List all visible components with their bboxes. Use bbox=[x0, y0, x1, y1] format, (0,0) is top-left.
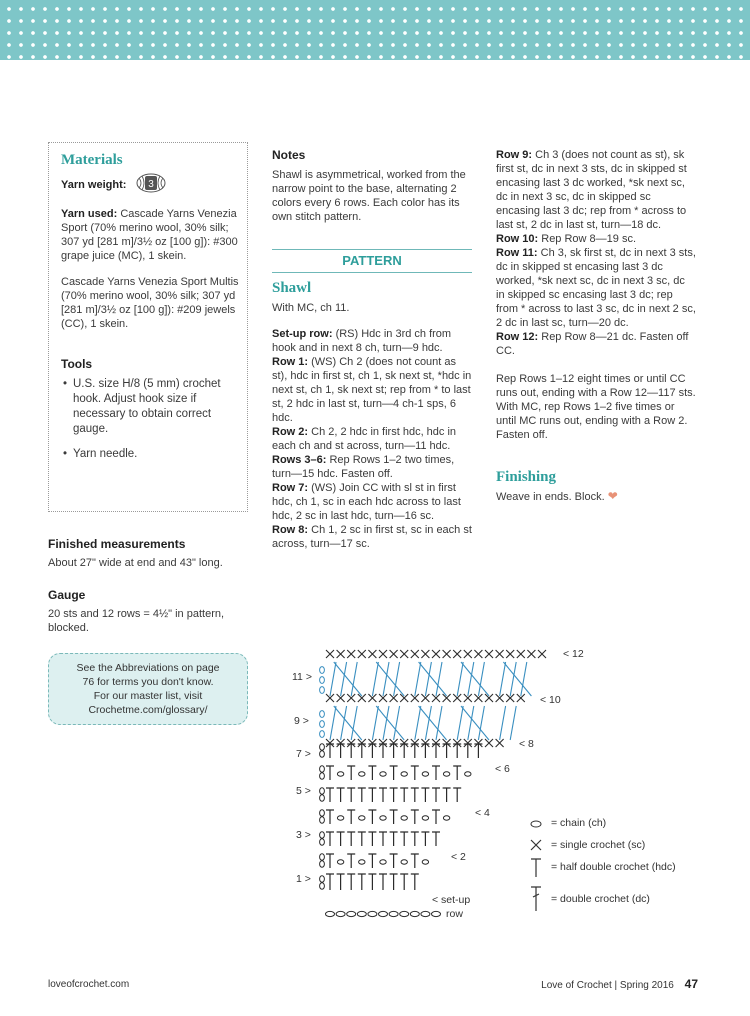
stitch-diagram bbox=[280, 640, 720, 925]
chain-stitch bbox=[379, 911, 388, 916]
chain-stitch bbox=[443, 816, 449, 820]
hdc-stitch bbox=[379, 832, 387, 846]
chain-stitch bbox=[320, 788, 325, 794]
dc-stitch bbox=[503, 662, 531, 696]
shawl-title: Shawl bbox=[272, 280, 312, 296]
tools-title: Tools bbox=[61, 357, 93, 371]
hdc-stitch bbox=[347, 810, 355, 824]
chain-stitch bbox=[443, 772, 449, 776]
row-label-left: 9 > bbox=[294, 715, 309, 727]
hdc-stitch bbox=[326, 788, 334, 802]
sc-stitch bbox=[517, 650, 525, 658]
chain-stitch bbox=[320, 687, 325, 694]
chain-stitch bbox=[422, 860, 428, 864]
row-instruction: Row 11: Ch 3, sk first st, dc in next 3 sts, dc in skipped st encasing last 3 dc worked, *sk next sc, dc in next 3 sc, dc in skipped sc encasing last 3 dc; rep from * across to last 3 sc, dc in next 2 sc, 2 dc in last sc, turn—20 dc. bbox=[496, 247, 696, 329]
dc-stitch bbox=[500, 706, 506, 740]
dc-stitch bbox=[425, 662, 431, 696]
row-instruction: Row 8: Ch 1, 2 sc in first st, sc in each st across, turn—17 sc. bbox=[272, 524, 472, 550]
hdc-stitch bbox=[390, 874, 398, 890]
chain-stitch bbox=[380, 772, 386, 776]
chain-stitch bbox=[320, 876, 325, 882]
hdc-stitch bbox=[411, 766, 419, 780]
finished-measurements-text: About 27" wide at end and 43" long. bbox=[48, 557, 223, 569]
sc-stitch bbox=[347, 650, 355, 658]
hdc-stitch bbox=[411, 788, 419, 802]
hdc-stitch bbox=[347, 854, 355, 868]
sc-stitch bbox=[496, 650, 504, 658]
hdc-stitch bbox=[411, 874, 419, 890]
chain-stitch bbox=[410, 911, 419, 916]
sc-stitch bbox=[390, 650, 398, 658]
chain-stitch bbox=[337, 772, 343, 776]
legend-dc: = double crochet (dc) bbox=[551, 893, 650, 905]
hdc-stitch bbox=[347, 788, 355, 802]
dc-stitch bbox=[415, 662, 421, 696]
hdc-stitch bbox=[379, 788, 387, 802]
dc-stitch bbox=[372, 706, 378, 740]
hdc-stitch bbox=[411, 810, 419, 824]
gauge-title: Gauge bbox=[48, 588, 86, 602]
dc-stitch bbox=[383, 662, 389, 696]
sc-stitch bbox=[368, 650, 376, 658]
hdc-stitch bbox=[453, 788, 461, 802]
chain-stitch bbox=[336, 911, 345, 916]
chain-stitch bbox=[320, 795, 325, 801]
materials-title: Materials bbox=[61, 152, 123, 168]
tools-item: • Yarn needle. bbox=[61, 447, 241, 462]
row-instruction: Row 10: Rep Row 8—19 sc. bbox=[496, 233, 637, 245]
legend-chain: = chain (ch) bbox=[551, 817, 607, 829]
chain-stitch bbox=[432, 911, 441, 916]
hdc-stitch bbox=[390, 832, 398, 846]
hdc-stitch bbox=[347, 832, 355, 846]
chain-stitch bbox=[320, 773, 325, 779]
chain-stitch bbox=[401, 860, 407, 864]
sc-stitch bbox=[379, 650, 387, 658]
hdc-stitch bbox=[326, 874, 334, 890]
sc-stitch bbox=[400, 650, 408, 658]
sc-stitch bbox=[443, 650, 451, 658]
hdc-stitch bbox=[368, 874, 376, 890]
row-instruction: Rows 3–6: Rep Rows 1–2 two times, turn—15 hdc. Fasten off. bbox=[272, 454, 455, 480]
chain-stitch bbox=[326, 911, 335, 916]
chain-stitch bbox=[400, 911, 409, 916]
row-label-right: < 4 bbox=[475, 807, 490, 819]
chain-stitch bbox=[380, 860, 386, 864]
abbrev-line: For our master list, visit bbox=[93, 690, 203, 702]
setup-label: < set-up bbox=[432, 894, 471, 906]
chain-stitch bbox=[320, 861, 325, 867]
yarn-used-paragraph bbox=[61, 207, 241, 263]
hdc-stitch bbox=[453, 766, 461, 780]
hdc-stitch bbox=[368, 766, 376, 780]
row-label-right: < 6 bbox=[495, 763, 510, 775]
hdc-stitch bbox=[358, 874, 366, 890]
chain-stitch bbox=[320, 667, 325, 674]
dc-stitch bbox=[372, 662, 378, 696]
chain-stitch bbox=[465, 772, 471, 776]
dc-stitch bbox=[330, 662, 336, 696]
hdc-stitch bbox=[337, 874, 345, 890]
hdc-stitch bbox=[347, 766, 355, 780]
shawl-intro: With MC, ch 11. bbox=[272, 302, 350, 314]
row-label-right: < 12 bbox=[563, 648, 584, 660]
materials-box bbox=[48, 142, 248, 512]
pattern-banner: PATTERN bbox=[272, 249, 472, 273]
chain-stitch bbox=[320, 677, 325, 684]
finishing-text: Weave in ends. Block. ❤ bbox=[496, 489, 618, 503]
row-label-left: 11 > bbox=[292, 671, 312, 683]
notes-title: Notes bbox=[272, 148, 306, 162]
chain-stitch bbox=[359, 772, 365, 776]
setup-label: row bbox=[446, 908, 463, 920]
chain-stitch bbox=[320, 744, 325, 750]
sc-stitch bbox=[496, 739, 504, 747]
chain-stitch bbox=[320, 839, 325, 845]
hdc-stitch bbox=[368, 788, 376, 802]
chain-stitch bbox=[422, 816, 428, 820]
hdc-stitch bbox=[326, 810, 334, 824]
row-label-left: 7 > bbox=[296, 748, 311, 760]
footer-issue-date: | Spring 2016 bbox=[614, 980, 674, 991]
hdc-stitch bbox=[390, 766, 398, 780]
sc-stitch bbox=[527, 650, 535, 658]
legend-sc: = single crochet (sc) bbox=[551, 839, 646, 851]
dc-stitch bbox=[500, 662, 506, 696]
chain-stitch bbox=[368, 911, 377, 916]
sc-stitch bbox=[506, 650, 514, 658]
dc-stitch bbox=[351, 706, 357, 740]
row-label-right: < 10 bbox=[540, 694, 561, 706]
hdc-stitch bbox=[368, 832, 376, 846]
row-instruction: Row 9: Ch 3 (does not count as st), sk first st, dc in next 3 sts, dc in skipped st encasing last 3 dc worked, *sk next sc, dc in next 3 sc, dc in skipped sc encasing last 3 dc; rep from * across to last st, 2 dc in last st, turn—18 dc. bbox=[496, 149, 687, 231]
chain-stitch bbox=[320, 751, 325, 757]
dc-symbol-icon bbox=[528, 885, 544, 913]
yarn-weight-icon bbox=[135, 173, 167, 197]
hdc-stitch bbox=[411, 854, 419, 868]
hdc-stitch bbox=[432, 810, 440, 824]
chain-stitch bbox=[359, 816, 365, 820]
chain-stitch bbox=[320, 810, 325, 816]
row-label-right: < 8 bbox=[519, 738, 534, 750]
dc-stitch bbox=[461, 706, 489, 740]
dc-stitch bbox=[436, 706, 442, 740]
shawl-rows bbox=[272, 327, 472, 551]
hdc-stitch bbox=[400, 874, 408, 890]
dc-stitch bbox=[478, 662, 484, 696]
chain-stitch bbox=[320, 854, 325, 860]
yarn-used-text: Cascade Yarns Venezia Sport (70% merino wool, 30% silk; 307 yd [281 m]/3½ oz [100 g]): #300 grape juice (MC), 1 skein. bbox=[61, 208, 238, 262]
gauge-text: 20 sts and 12 rows = 4½" in pattern, blocked. bbox=[48, 608, 225, 634]
yarn-weight-number: 3 bbox=[148, 179, 155, 190]
chain-stitch bbox=[357, 911, 366, 916]
chain-stitch bbox=[401, 772, 407, 776]
hdc-stitch bbox=[358, 832, 366, 846]
tools-list bbox=[61, 377, 241, 462]
sc-symbol-icon bbox=[528, 838, 544, 852]
dc-stitch bbox=[468, 662, 474, 696]
dc-stitch bbox=[394, 706, 400, 740]
hdc-stitch bbox=[326, 854, 334, 868]
footer-issue bbox=[541, 977, 698, 991]
chain-stitch bbox=[320, 883, 325, 889]
hdc-stitch bbox=[432, 832, 440, 846]
abbrev-line: 76 for terms you don't know. bbox=[82, 676, 214, 688]
hdc-stitch bbox=[443, 788, 451, 802]
dc-stitch bbox=[330, 706, 336, 740]
row-instruction: Row 1: (WS) Ch 2 (does not count as st), hdc in first st, ch 1, sk next st, *hdc in next st, ch 1, sk next st; rep from * to last st, 2 hdc in last st, turn—4 ch-1 sps, 6 hdc. bbox=[272, 356, 472, 424]
yarn-weight-line bbox=[61, 173, 241, 197]
hdc-stitch bbox=[421, 832, 429, 846]
decorative-header-band bbox=[0, 0, 750, 60]
dc-stitch bbox=[436, 662, 442, 696]
sc-stitch bbox=[337, 650, 345, 658]
chain-stitch bbox=[320, 721, 325, 728]
dc-stitch bbox=[419, 706, 447, 740]
row-label-left: 1 > bbox=[296, 873, 311, 885]
sc-stitch bbox=[411, 650, 419, 658]
hdc-stitch bbox=[411, 832, 419, 846]
row-instruction: Row 2: Ch 2, 2 hdc in first hdc, hdc in each ch and st across, turn—11 hdc. bbox=[272, 426, 457, 452]
sc-stitch bbox=[421, 650, 429, 658]
row-label-left: 3 > bbox=[296, 829, 311, 841]
chain-stitch bbox=[359, 860, 365, 864]
dc-stitch bbox=[457, 706, 463, 740]
sc-stitch bbox=[485, 650, 493, 658]
row-instruction: Row 12: Rep Row 8—21 dc. Fasten off CC. bbox=[496, 331, 689, 357]
dc-stitch bbox=[341, 706, 347, 740]
tools-item: • U.S. size H/8 (5 mm) crochet hook. Adjust hook size if necessary to obtain correct gauge. bbox=[61, 377, 241, 437]
sc-stitch bbox=[326, 650, 334, 658]
chain-stitch bbox=[337, 860, 343, 864]
repeat-instruction: Rep Rows 1–12 eight times or until CC runs out, ending with a Row 12—117 sts. With MC, rep Rows 1–2 five times or until MC runs out, ending with a Row 2. Fasten off. bbox=[496, 373, 696, 441]
sc-stitch bbox=[485, 739, 493, 747]
row-instruction: Row 7: (WS) Join CC with sl st in first hdc, ch 1, sc in each hdc across to last hdc, 2 sc in last hdc, turn—16 sc. bbox=[272, 482, 461, 522]
footer-website[interactable]: loveofcrochet.com bbox=[48, 979, 130, 990]
row-label-right: < 2 bbox=[451, 851, 466, 863]
chain-stitch bbox=[389, 911, 398, 916]
dc-stitch bbox=[351, 662, 357, 696]
hdc-stitch bbox=[358, 788, 366, 802]
hdc-stitch bbox=[326, 766, 334, 780]
chain-stitch bbox=[320, 731, 325, 738]
hdc-stitch bbox=[347, 874, 355, 890]
legend-hdc: = half double crochet (hdc) bbox=[551, 861, 676, 873]
hdc-stitch bbox=[390, 788, 398, 802]
dc-stitch bbox=[468, 706, 474, 740]
row-label-left: 5 > bbox=[296, 785, 311, 797]
dc-stitch bbox=[425, 706, 431, 740]
abbrev-link[interactable]: Crochetme.com/glossary/ bbox=[88, 704, 208, 716]
dc-stitch bbox=[376, 662, 404, 696]
dc-stitch bbox=[334, 662, 362, 696]
dc-stitch bbox=[510, 706, 516, 740]
hdc-stitch bbox=[432, 766, 440, 780]
chain-stitch bbox=[422, 772, 428, 776]
finished-measurements-title: Finished measurements bbox=[48, 537, 186, 551]
dc-stitch bbox=[419, 662, 447, 696]
sc-stitch bbox=[358, 650, 366, 658]
chain-symbol-icon bbox=[528, 818, 544, 830]
hdc-stitch bbox=[326, 832, 334, 846]
dc-stitch bbox=[461, 662, 489, 696]
hdc-stitch bbox=[368, 854, 376, 868]
dc-stitch bbox=[376, 706, 404, 740]
chain-stitch bbox=[421, 911, 430, 916]
sc-stitch bbox=[474, 650, 482, 658]
hdc-stitch bbox=[400, 788, 408, 802]
page-number: 47 bbox=[684, 977, 698, 991]
sc-stitch bbox=[453, 650, 461, 658]
hdc-stitch bbox=[390, 810, 398, 824]
hdc-stitch bbox=[337, 832, 345, 846]
row-instruction: Set-up row: (RS) Hdc in 3rd ch from hook and in next 8 ch, turn—9 hdc. bbox=[272, 328, 452, 354]
abbrev-line: See the Abbreviations on page bbox=[76, 662, 220, 674]
sc-stitch bbox=[538, 650, 546, 658]
hdc-stitch bbox=[432, 788, 440, 802]
hdc-stitch bbox=[337, 788, 345, 802]
notes-text: Shawl is asymmetrical, worked from the narrow point to the base, alternating 2 colors every 6 rows. Each color has its own stitch pattern. bbox=[272, 169, 466, 223]
footer-magazine: Love of Crochet bbox=[541, 980, 612, 991]
dc-stitch bbox=[510, 662, 516, 696]
sc-stitch bbox=[432, 650, 440, 658]
sc-stitch bbox=[464, 650, 472, 658]
chain-stitch bbox=[320, 817, 325, 823]
yarn-weight-label: Yarn weight: bbox=[61, 178, 127, 191]
hdc-stitch bbox=[379, 874, 387, 890]
dc-stitch bbox=[478, 706, 484, 740]
dc-stitch bbox=[521, 662, 527, 696]
chain-stitch bbox=[320, 766, 325, 772]
dc-stitch bbox=[341, 662, 347, 696]
yarn2-text: Cascade Yarns Venezia Sport Multis (70% merino wool, 30% silk; 307 yd [281 m]/3½ oz [100 g]): #209 jewels (CC), 1 skein. bbox=[61, 276, 239, 330]
abbreviations-callout bbox=[48, 653, 248, 725]
heart-icon: ❤ bbox=[607, 489, 618, 503]
hdc-stitch bbox=[390, 854, 398, 868]
dc-stitch bbox=[415, 706, 421, 740]
dc-stitch bbox=[394, 662, 400, 696]
hdc-stitch bbox=[421, 788, 429, 802]
chain-stitch bbox=[380, 816, 386, 820]
chain-stitch bbox=[347, 911, 356, 916]
hdc-stitch bbox=[400, 832, 408, 846]
chain-stitch bbox=[337, 816, 343, 820]
dc-stitch bbox=[334, 706, 362, 740]
dc-stitch bbox=[383, 706, 389, 740]
hdc-symbol-icon bbox=[528, 857, 544, 879]
finishing-title: Finishing bbox=[496, 469, 557, 485]
dc-stitch bbox=[457, 662, 463, 696]
yarn-used-label: Yarn used: bbox=[61, 208, 118, 220]
chain-stitch bbox=[320, 832, 325, 838]
chain-stitch bbox=[320, 711, 325, 718]
hdc-stitch bbox=[368, 810, 376, 824]
chain-stitch bbox=[401, 816, 407, 820]
